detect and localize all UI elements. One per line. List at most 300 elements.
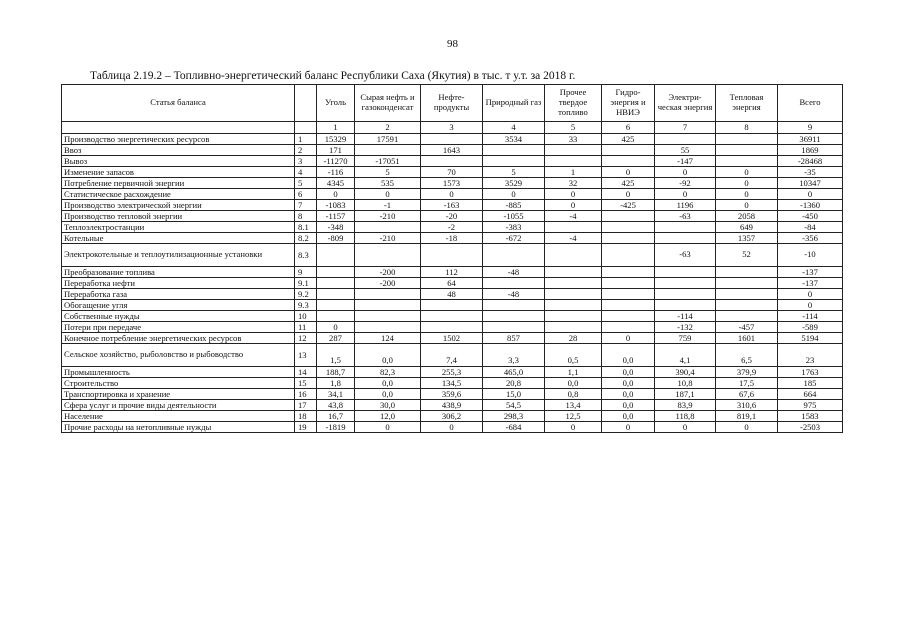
- column-number-cell: [62, 122, 295, 134]
- value-cell: [602, 278, 655, 289]
- value-cell: 16,7: [317, 411, 355, 422]
- value-cell: [545, 311, 602, 322]
- value-cell: -10: [778, 244, 843, 267]
- value-cell: [545, 244, 602, 267]
- value-cell: 438,9: [421, 400, 483, 411]
- row-code: 12: [295, 333, 317, 344]
- value-cell: 759: [655, 333, 716, 344]
- value-cell: 1357: [716, 233, 778, 244]
- value-cell: 0,0: [355, 389, 421, 400]
- value-cell: 33: [545, 134, 602, 145]
- value-cell: [716, 278, 778, 289]
- value-cell: [655, 222, 716, 233]
- value-cell: 64: [421, 278, 483, 289]
- value-cell: [716, 134, 778, 145]
- value-cell: 55: [655, 145, 716, 156]
- value-cell: 0: [421, 189, 483, 200]
- row-label: Производство энергетических ресурсов: [62, 134, 295, 145]
- table-body: [62, 134, 843, 433]
- value-cell: 52: [716, 244, 778, 267]
- value-cell: 1196: [655, 200, 716, 211]
- value-cell: [716, 145, 778, 156]
- value-cell: 664: [778, 389, 843, 400]
- column-number-cell: 2: [355, 122, 421, 134]
- value-cell: 32: [545, 178, 602, 189]
- value-cell: [602, 222, 655, 233]
- value-cell: 17,5: [716, 378, 778, 389]
- value-cell: 425: [602, 178, 655, 189]
- value-cell: -672: [483, 233, 545, 244]
- table-row: [62, 189, 843, 200]
- row-code: 8.2: [295, 233, 317, 244]
- value-cell: 0: [545, 422, 602, 433]
- value-cell: [545, 145, 602, 156]
- value-cell: [602, 289, 655, 300]
- value-cell: -2503: [778, 422, 843, 433]
- value-cell: 465,0: [483, 367, 545, 378]
- value-cell: 0: [716, 178, 778, 189]
- header-heat: Тепловая энергия: [716, 85, 778, 122]
- row-code: 18: [295, 411, 317, 422]
- value-cell: 1502: [421, 333, 483, 344]
- table-row: [62, 422, 843, 433]
- value-cell: -200: [355, 267, 421, 278]
- value-cell: [483, 145, 545, 156]
- value-cell: -684: [483, 422, 545, 433]
- value-cell: [483, 300, 545, 311]
- table-row: [62, 367, 843, 378]
- value-cell: -35: [778, 167, 843, 178]
- value-cell: -11270: [317, 156, 355, 167]
- value-cell: 1,1: [545, 367, 602, 378]
- value-cell: -383: [483, 222, 545, 233]
- value-cell: -450: [778, 211, 843, 222]
- column-number-cell: 1: [317, 122, 355, 134]
- value-cell: -4: [545, 211, 602, 222]
- value-cell: -48: [483, 289, 545, 300]
- value-cell: 0: [778, 300, 843, 311]
- value-cell: [421, 311, 483, 322]
- row-label: Статистическое расхождение: [62, 189, 295, 200]
- value-cell: 28: [545, 333, 602, 344]
- row-label: Преобразование топлива: [62, 267, 295, 278]
- value-cell: 306,2: [421, 411, 483, 422]
- value-cell: [483, 278, 545, 289]
- value-cell: 0: [655, 167, 716, 178]
- value-cell: -114: [778, 311, 843, 322]
- value-cell: [421, 322, 483, 333]
- value-cell: 359,6: [421, 389, 483, 400]
- value-cell: -1083: [317, 200, 355, 211]
- table-row: [62, 178, 843, 189]
- row-label: Электрокотельные и теплоутилизационные установки: [62, 244, 295, 267]
- column-number-cell: 6: [602, 122, 655, 134]
- value-cell: 12,0: [355, 411, 421, 422]
- value-cell: 134,5: [421, 378, 483, 389]
- value-cell: 425: [602, 134, 655, 145]
- table-row: [62, 156, 843, 167]
- column-number-cell: [295, 122, 317, 134]
- value-cell: 0: [602, 167, 655, 178]
- value-cell: [545, 267, 602, 278]
- value-cell: [602, 322, 655, 333]
- value-cell: -132: [655, 322, 716, 333]
- column-number-cell: 5: [545, 122, 602, 134]
- column-number-cell: 7: [655, 122, 716, 134]
- header-electricity: Электри-ческая энергия: [655, 85, 716, 122]
- value-cell: 1,8: [317, 378, 355, 389]
- value-cell: 0: [602, 189, 655, 200]
- table-row: [62, 278, 843, 289]
- row-label: Переработка нефти: [62, 278, 295, 289]
- value-cell: 0: [778, 189, 843, 200]
- value-cell: [545, 278, 602, 289]
- row-code: 4: [295, 167, 317, 178]
- value-cell: -348: [317, 222, 355, 233]
- value-cell: 5194: [778, 333, 843, 344]
- value-cell: [716, 156, 778, 167]
- value-cell: 112: [421, 267, 483, 278]
- value-cell: 287: [317, 333, 355, 344]
- value-cell: -200: [355, 278, 421, 289]
- value-cell: 1573: [421, 178, 483, 189]
- value-cell: -589: [778, 322, 843, 333]
- table-row: [62, 411, 843, 422]
- value-cell: -137: [778, 278, 843, 289]
- row-label: Сельское хозяйство, рыболовство и рыбоводство: [62, 344, 295, 367]
- value-cell: [602, 211, 655, 222]
- value-cell: 1,5: [317, 344, 355, 367]
- value-cell: [483, 322, 545, 333]
- value-cell: 0: [421, 422, 483, 433]
- row-code: 9.2: [295, 289, 317, 300]
- value-cell: [483, 244, 545, 267]
- row-code: 9: [295, 267, 317, 278]
- value-cell: 4345: [317, 178, 355, 189]
- value-cell: 0: [716, 422, 778, 433]
- row-code: 16: [295, 389, 317, 400]
- page-number: 98: [447, 38, 458, 50]
- header-hydro-renewables: Гидро-энергия и НВИЭ: [602, 85, 655, 122]
- value-cell: -809: [317, 233, 355, 244]
- value-cell: 535: [355, 178, 421, 189]
- value-cell: 23: [778, 344, 843, 367]
- value-cell: [545, 222, 602, 233]
- value-cell: 0,5: [545, 344, 602, 367]
- value-cell: 1: [545, 167, 602, 178]
- value-cell: 0: [655, 422, 716, 433]
- value-cell: [317, 244, 355, 267]
- value-cell: 0,0: [602, 411, 655, 422]
- column-number-cell: 3: [421, 122, 483, 134]
- value-cell: 0,0: [355, 378, 421, 389]
- value-cell: -2: [421, 222, 483, 233]
- row-code: 15: [295, 378, 317, 389]
- value-cell: [355, 145, 421, 156]
- row-label: Вывоз: [62, 156, 295, 167]
- row-code: 3: [295, 156, 317, 167]
- value-cell: [421, 244, 483, 267]
- value-cell: 5: [355, 167, 421, 178]
- value-cell: 0: [716, 167, 778, 178]
- value-cell: [602, 233, 655, 244]
- value-cell: -63: [655, 211, 716, 222]
- value-cell: 20,8: [483, 378, 545, 389]
- value-cell: 48: [421, 289, 483, 300]
- row-label: Население: [62, 411, 295, 422]
- row-code: 8.3: [295, 244, 317, 267]
- value-cell: -457: [716, 322, 778, 333]
- row-code: 2: [295, 145, 317, 156]
- column-number-cell: 4: [483, 122, 545, 134]
- value-cell: 15,0: [483, 389, 545, 400]
- value-cell: 188,7: [317, 367, 355, 378]
- value-cell: -425: [602, 200, 655, 211]
- value-cell: 310,6: [716, 400, 778, 411]
- value-cell: -18: [421, 233, 483, 244]
- value-cell: -114: [655, 311, 716, 322]
- row-label: Потери при передаче: [62, 322, 295, 333]
- row-label: Ввоз: [62, 145, 295, 156]
- row-label: Изменение запасов: [62, 167, 295, 178]
- row-code: 8: [295, 211, 317, 222]
- value-cell: [716, 300, 778, 311]
- value-cell: 0,0: [355, 344, 421, 367]
- value-cell: [655, 267, 716, 278]
- header-crude-oil: Сырая нефть и газоконденсат: [355, 85, 421, 122]
- value-cell: [317, 311, 355, 322]
- value-cell: [483, 156, 545, 167]
- value-cell: [421, 300, 483, 311]
- row-code: 14: [295, 367, 317, 378]
- value-cell: 0,0: [602, 378, 655, 389]
- value-cell: -356: [778, 233, 843, 244]
- header-natural-gas: Природный газ: [483, 85, 545, 122]
- value-cell: 0,0: [545, 378, 602, 389]
- table-row: [62, 333, 843, 344]
- value-cell: -28468: [778, 156, 843, 167]
- row-label: Обогащение угля: [62, 300, 295, 311]
- value-cell: -84: [778, 222, 843, 233]
- value-cell: [602, 145, 655, 156]
- table-row: [62, 244, 843, 267]
- row-code: 17: [295, 400, 317, 411]
- value-cell: 819,1: [716, 411, 778, 422]
- table-row: [62, 311, 843, 322]
- value-cell: [355, 322, 421, 333]
- value-cell: [355, 244, 421, 267]
- value-cell: 118,8: [655, 411, 716, 422]
- row-label: Строительство: [62, 378, 295, 389]
- value-cell: [716, 311, 778, 322]
- value-cell: 0: [317, 189, 355, 200]
- value-cell: 0: [716, 200, 778, 211]
- value-cell: -20: [421, 211, 483, 222]
- value-cell: 975: [778, 400, 843, 411]
- value-cell: 3529: [483, 178, 545, 189]
- value-cell: 0,8: [545, 389, 602, 400]
- value-cell: -1055: [483, 211, 545, 222]
- value-cell: [317, 300, 355, 311]
- row-code: 19: [295, 422, 317, 433]
- table-row: [62, 344, 843, 367]
- value-cell: [545, 300, 602, 311]
- row-label: Потребление первичной энергии: [62, 178, 295, 189]
- value-cell: 4,1: [655, 344, 716, 367]
- value-cell: -92: [655, 178, 716, 189]
- value-cell: 0,0: [602, 389, 655, 400]
- value-cell: 0: [778, 289, 843, 300]
- value-cell: 185: [778, 378, 843, 389]
- header-other-solid-fuel: Прочее твердое топливо: [545, 85, 602, 122]
- value-cell: 12,5: [545, 411, 602, 422]
- value-cell: [716, 267, 778, 278]
- value-cell: 390,4: [655, 367, 716, 378]
- table-row: [62, 211, 843, 222]
- value-cell: 1763: [778, 367, 843, 378]
- value-cell: 649: [716, 222, 778, 233]
- header-coal: Уголь: [317, 85, 355, 122]
- value-cell: [655, 134, 716, 145]
- row-label: Теплоэлектростанции: [62, 222, 295, 233]
- value-cell: [602, 311, 655, 322]
- header-code: [295, 85, 317, 122]
- value-cell: 124: [355, 333, 421, 344]
- header-total: Всего: [778, 85, 843, 122]
- value-cell: [545, 322, 602, 333]
- value-cell: 17591: [355, 134, 421, 145]
- row-code: 7: [295, 200, 317, 211]
- value-cell: 2058: [716, 211, 778, 222]
- value-cell: 171: [317, 145, 355, 156]
- table-row: [62, 200, 843, 211]
- row-code: 8.1: [295, 222, 317, 233]
- value-cell: 0: [545, 189, 602, 200]
- value-cell: 1869: [778, 145, 843, 156]
- value-cell: [545, 156, 602, 167]
- value-cell: 857: [483, 333, 545, 344]
- row-code: 11: [295, 322, 317, 333]
- value-cell: 0,0: [602, 400, 655, 411]
- table-row: [62, 167, 843, 178]
- row-label: Котельные: [62, 233, 295, 244]
- value-cell: 379,9: [716, 367, 778, 378]
- value-cell: 0: [483, 189, 545, 200]
- value-cell: 13,4: [545, 400, 602, 411]
- energy-balance-table: [61, 84, 843, 433]
- table-row: [62, 145, 843, 156]
- value-cell: [317, 289, 355, 300]
- value-cell: 0,0: [602, 344, 655, 367]
- value-cell: [317, 278, 355, 289]
- value-cell: [545, 289, 602, 300]
- table-row: [62, 389, 843, 400]
- value-cell: -63: [655, 244, 716, 267]
- value-cell: [655, 300, 716, 311]
- table-row: [62, 300, 843, 311]
- row-label: Конечное потребление энергетических ресурсов: [62, 333, 295, 344]
- value-cell: [655, 289, 716, 300]
- row-label: Сфера услуг и прочие виды деятельности: [62, 400, 295, 411]
- header-oil-products: Нефте-продукты: [421, 85, 483, 122]
- value-cell: -48: [483, 267, 545, 278]
- value-cell: 70: [421, 167, 483, 178]
- row-code: 13: [295, 344, 317, 367]
- value-cell: 0: [355, 422, 421, 433]
- value-cell: [355, 222, 421, 233]
- value-cell: 5: [483, 167, 545, 178]
- value-cell: 83,9: [655, 400, 716, 411]
- value-cell: 0: [355, 189, 421, 200]
- value-cell: 6,5: [716, 344, 778, 367]
- value-cell: -4: [545, 233, 602, 244]
- value-cell: -1819: [317, 422, 355, 433]
- value-cell: -1: [355, 200, 421, 211]
- value-cell: [602, 244, 655, 267]
- value-cell: [421, 156, 483, 167]
- value-cell: 54,5: [483, 400, 545, 411]
- value-cell: 0: [317, 322, 355, 333]
- row-label: Транспортировка и хранение: [62, 389, 295, 400]
- value-cell: 255,3: [421, 367, 483, 378]
- value-cell: -1360: [778, 200, 843, 211]
- value-cell: 3,3: [483, 344, 545, 367]
- value-cell: [355, 289, 421, 300]
- value-cell: [655, 233, 716, 244]
- value-cell: -885: [483, 200, 545, 211]
- column-number-row: [62, 122, 843, 134]
- row-label: Собственные нужды: [62, 311, 295, 322]
- table-row: [62, 267, 843, 278]
- value-cell: [317, 267, 355, 278]
- table-caption: Таблица 2.19.2 – Топливно-энергетический баланс Республики Саха (Якутия) в тыс. т у.т. за 2018 г.: [90, 70, 576, 82]
- value-cell: -137: [778, 267, 843, 278]
- value-cell: 30,0: [355, 400, 421, 411]
- value-cell: 3534: [483, 134, 545, 145]
- value-cell: 15329: [317, 134, 355, 145]
- value-cell: 10347: [778, 178, 843, 189]
- row-code: 10: [295, 311, 317, 322]
- value-cell: 34,1: [317, 389, 355, 400]
- row-label: Производство тепловой энергии: [62, 211, 295, 222]
- value-cell: 0: [716, 189, 778, 200]
- value-cell: -210: [355, 211, 421, 222]
- table-row: [62, 378, 843, 389]
- value-cell: -1157: [317, 211, 355, 222]
- table-row: [62, 233, 843, 244]
- header-item: Статья баланса: [62, 85, 295, 122]
- value-cell: [602, 156, 655, 167]
- value-cell: 0: [545, 200, 602, 211]
- row-code: 6: [295, 189, 317, 200]
- value-cell: [602, 267, 655, 278]
- row-label: Переработка газа: [62, 289, 295, 300]
- value-cell: [716, 289, 778, 300]
- value-cell: 1583: [778, 411, 843, 422]
- value-cell: -163: [421, 200, 483, 211]
- value-cell: [655, 278, 716, 289]
- table-row: [62, 222, 843, 233]
- value-cell: 82,3: [355, 367, 421, 378]
- value-cell: 0,0: [602, 367, 655, 378]
- row-label: Промышленность: [62, 367, 295, 378]
- row-code: 9.1: [295, 278, 317, 289]
- value-cell: [421, 134, 483, 145]
- value-cell: 1643: [421, 145, 483, 156]
- row-code: 9.3: [295, 300, 317, 311]
- value-cell: -147: [655, 156, 716, 167]
- value-cell: 67,6: [716, 389, 778, 400]
